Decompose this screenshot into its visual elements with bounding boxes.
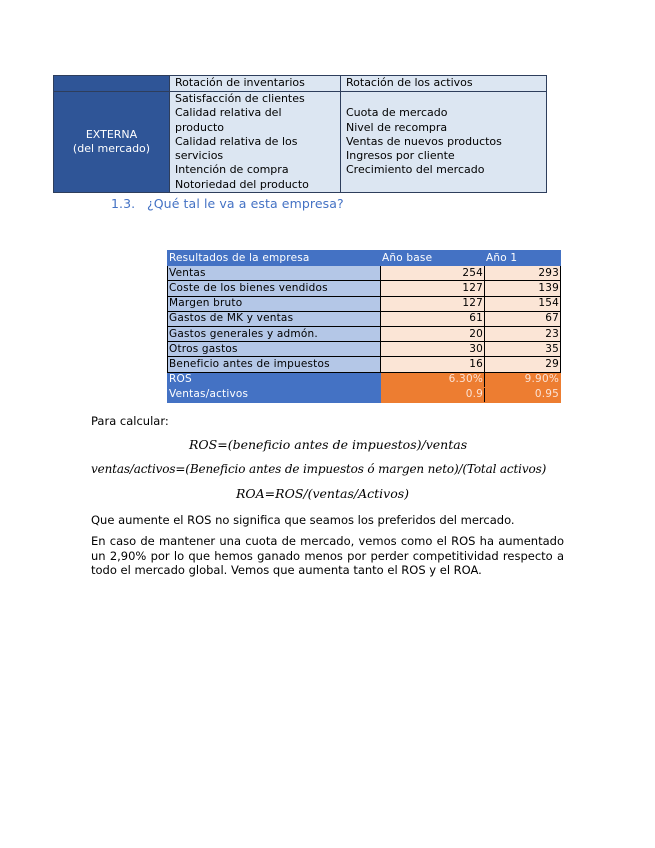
table-row: Gastos de MK y ventas 61 67 (168, 311, 561, 326)
results-table (167, 250, 561, 403)
header-corner-cell (54, 76, 170, 92)
indicators-table (53, 75, 547, 193)
table-row: Ventas 254 293 (168, 266, 561, 281)
formula-ros: ROS=(beneficio antes de impuestos)/ventas (189, 437, 468, 452)
external-indicators-col2: Cuota de mercado Nivel de recompra Ventas de nuevos productos Ingresos por cliente Crecimiento del mercado (341, 92, 547, 193)
table-row: Coste de los bienes vendidos 127 139 (168, 281, 561, 296)
table-row: Gastos generales y admón. 20 23 (168, 326, 561, 341)
table-row: Margen bruto 127 154 (168, 296, 561, 311)
formula-roa: ROA=ROS/(ventas/Activos) (236, 486, 410, 501)
external-indicators-col1: Satisfacción de clientes Calidad relativa del producto Calidad relativa de los servicios Intención de compra Notoriedad del producto (170, 92, 341, 193)
header-results: Resultados de la empresa (168, 251, 381, 266)
ros-row: ROS 6.30% 9.90% (168, 372, 561, 387)
paragraph-ros-preference: Que aumente el ROS no significa que seamos los preferidos del mercado. (91, 513, 515, 527)
para-calcular: Para calcular: (91, 414, 169, 428)
row-label-externa: EXTERNA (del mercado) (54, 92, 170, 193)
sales-assets-row: Ventas/activos 0.9 0.95 (168, 387, 561, 402)
header-year-1: Año 1 (485, 251, 561, 266)
header-cell-inventory-rotation: Rotación de inventarios (170, 76, 341, 92)
section-title: ¿Qué tal le va a esta empresa? (147, 196, 344, 211)
section-heading (111, 196, 344, 211)
table-row: Beneficio antes de impuestos 16 29 (168, 357, 561, 372)
table-row: Otros gastos 30 35 (168, 342, 561, 357)
paragraph-market-share: En caso de mantener una cuota de mercado, vemos como el ROS ha aumentado un 2,90% por lo que hemos ganado menos por perder competitividad respecto a todo el mercado global. Vemos que aumenta tanto el ROS y el ROA. (91, 534, 564, 578)
section-number: 1.3. (111, 196, 136, 211)
header-cell-asset-rotation: Rotación de los activos (341, 76, 547, 92)
results-header-row (168, 251, 561, 266)
formula-sales-assets: ventas/activos=(Beneficio antes de impuestos ó margen neto)/(Total activos) (91, 462, 547, 476)
header-base-year: Año base (381, 251, 485, 266)
